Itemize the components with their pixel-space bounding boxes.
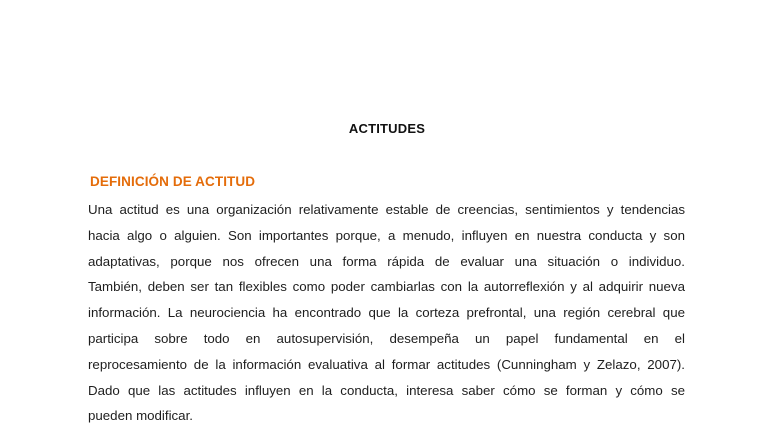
body-paragraph xyxy=(88,197,685,429)
paragraph-line: Dado que las actitudes influyen en la conducta, interesa saber cómo se forman y cómo se xyxy=(88,382,685,398)
paragraph-line: Una actitud es una organización relativamente estable de creencias, sentimientos y tendencias xyxy=(88,202,685,217)
paragraph-line: También, deben ser tan flexibles como poder cambiarlas con la autorreflexión y al adquirir nueva xyxy=(88,279,685,295)
paragraph-line: adaptativas, porque nos ofrecen una forma rápida de evaluar una situación o individuo. xyxy=(88,253,685,269)
paragraph-line: información. La neurociencia ha encontrado que la corteza prefrontal, una región cerebral que xyxy=(88,305,685,321)
paragraph-line: reprocesamiento de la información evaluativa al formar actitudes (Cunningham y Zelazo, 2007). xyxy=(88,356,685,372)
document-title: ACTITUDES xyxy=(348,121,426,136)
paragraph-line: pueden modificar. xyxy=(88,408,193,424)
section-heading: DEFINICIÓN DE ACTITUD xyxy=(90,174,256,189)
paragraph-line: hacia algo o alguien. Son importantes porque, a menudo, influyen en nuestra conducta y son xyxy=(88,227,685,243)
paragraph-line: participa sobre todo en autosupervisión, desempeña un papel fundamental en el xyxy=(88,330,685,346)
